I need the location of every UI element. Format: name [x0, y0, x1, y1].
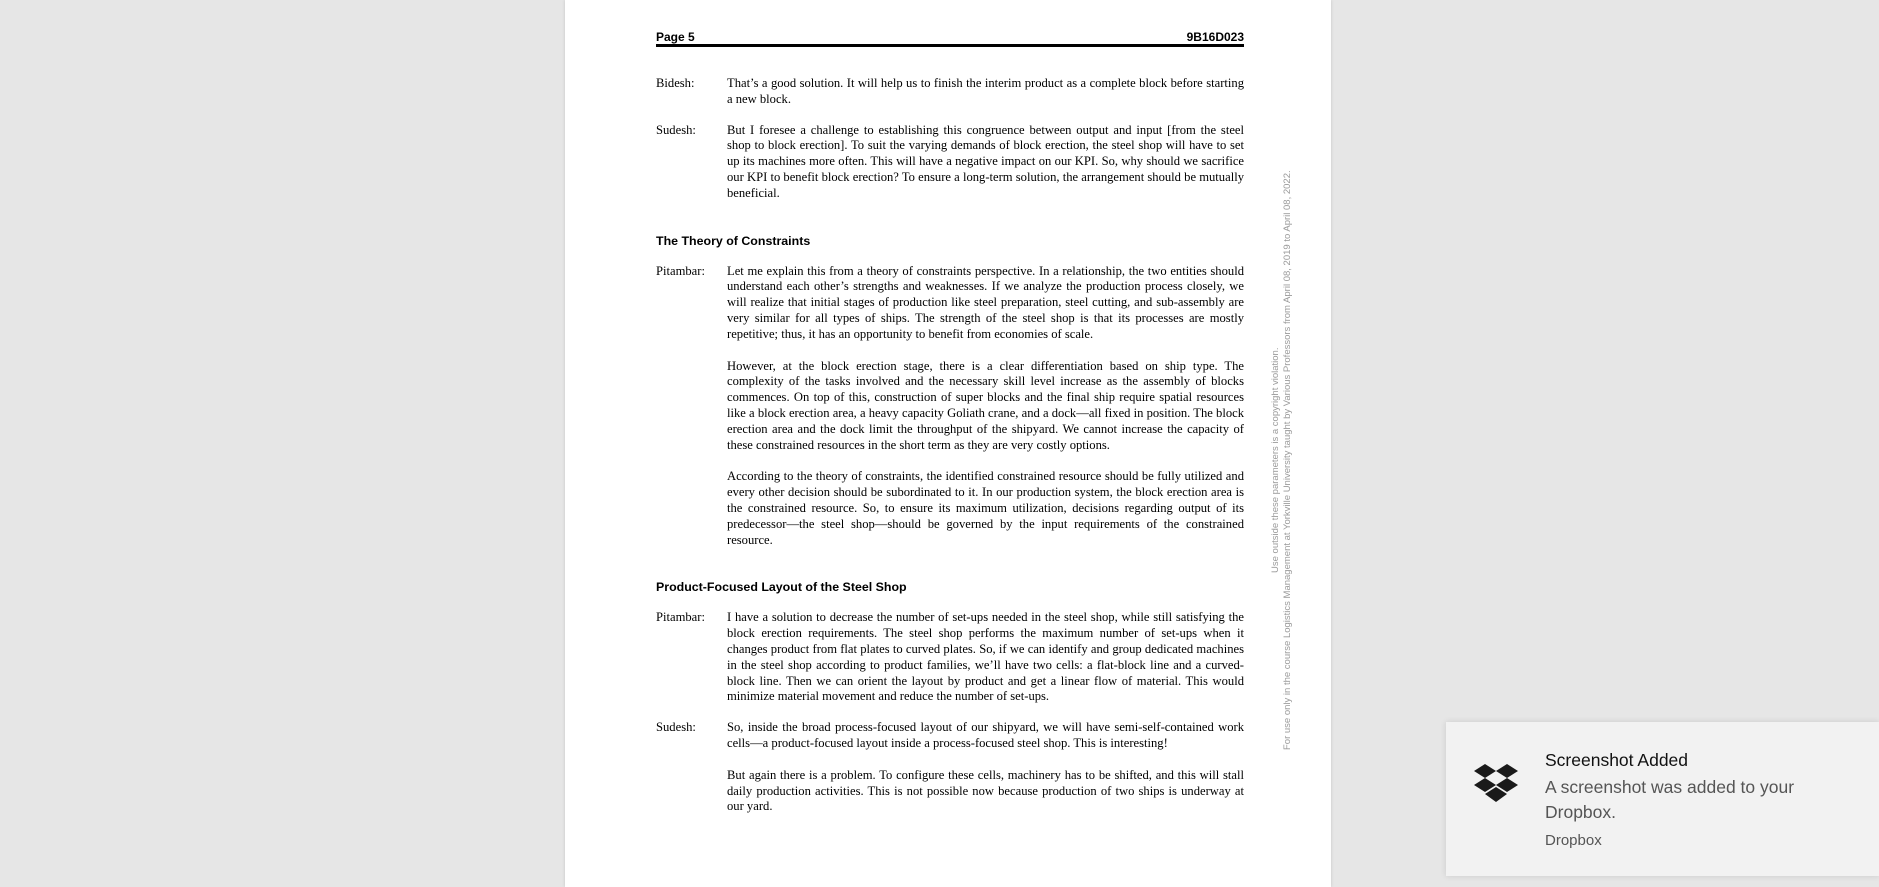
toast-source: Dropbox [1545, 832, 1602, 849]
document-page [565, 0, 1331, 887]
document-code: 9B16D023 [1186, 30, 1244, 44]
dialogue-paragraph: But again there is a problem. To configure these cells, machinery has to be shifted, and this will stall daily production activities. This is not possible now because production of two ships is underway at our yard. [727, 767, 1244, 814]
dialogue-paragraph: Let me explain this from a theory of constraints perspective. In a relationship, the two entities should understand each other’s strengths and weaknesses. If we analyze the production process closely, we will realize that initial stages of production like steel preparation, steel cutting, and sub-assembly are very similar for all types of ships. The strength of the steel shop is that its processes are mostly repetitive; thus, it has an opportunity to benefit from economies of scale. [727, 263, 1244, 341]
dialogue-block [656, 76, 1244, 108]
dialogue-block [656, 123, 1244, 202]
screenshot-notification-toast[interactable] [1446, 722, 1879, 876]
page-header [656, 30, 1244, 47]
dialogue-text: That’s a good solution. It will help us to finish the interim product as a complete block before starting a new block. [727, 76, 1244, 106]
page-number: Page 5 [656, 30, 695, 44]
dialogue-paragraph: According to the theory of constraints, the identified constrained resource should be fully utilized and every other decision should be subordinated to it. In our production system, the block erection area is the constrained resource. So, to ensure its maximum utilization, decisions regarding output of its predecessor—the steel shop—should be governed by the input requirements of the constrained resource. [727, 469, 1244, 547]
dialogue-text: I have a solution to decrease the number of set-ups needed in the steel shop, while still satisfying the block erection requirements. The steel shop performs the maximum number of set-ups when it changes product from flat plates to curved plates. So, if we can identify and group dedicated machines in the steel shop according to product families, we’ll have two cells: a flat-block line and a curved-block line. Then we can orient the layout by product and get a linear flow of material. This would minimize material movement and reduce the number of set-ups. [727, 610, 1244, 704]
section-heading: Product-Focused Layout of the Steel Shop [656, 580, 907, 595]
dialogue-block [656, 720, 1244, 815]
dialogue-paragraph: So, inside the broad process-focused layout of our shipyard, we will have semi-self-contained work cells—a product-focused layout inside a process-focused steel shop. This is interesting! [727, 720, 1244, 750]
dialogue-text: But I foresee a challenge to establishing this congruence between output and input [from the steel shop to block erection]. To suit the varying demands of block erection, the steel shop will have to set up its machines more often. This will have a negative impact on our KPI. So, why should we sacrifice our KPI to benefit block erection? To ensure a long-term solution, the arrangement should be mutually beneficial. [727, 122, 1244, 200]
speaker-name: Sudesh: [656, 720, 696, 735]
copyright-watermark [1268, 154, 1304, 766]
watermark-line-1: For use only in the course Logistics Management at Yorkville University taught by Various Professors from April 08, 2019 to April 08, 2022. [1282, 170, 1293, 750]
dialogue-block [656, 610, 1244, 705]
speaker-name: Bidesh: [656, 76, 695, 90]
section-heading: The Theory of Constraints [656, 233, 811, 248]
dialogue-block [656, 264, 1244, 549]
speaker-name: Pitambar: [656, 610, 705, 625]
dialogue-paragraph: However, at the block erection stage, there is a clear differentiation based on ship type. The complexity of the tasks involved and the necessary skill level increase as the assembly of blocks commences. On top of this, construction of super blocks and the final ship require spatial resources like a block erection area, a heavy capacity Goliath crane, and a dock—all fixed in position. The block erection area and the dock limit the throughput of the shipyard. We cannot increase the capacity of these constrained resources in the short term as they are very costly options. [727, 358, 1244, 452]
watermark-line-2: Use outside these parameters is a copyright violation. [1270, 347, 1281, 573]
toast-message: A screenshot was added to your Dropbox. [1545, 777, 1795, 822]
speaker-name: Sudesh: [656, 122, 696, 137]
speaker-name: Pitambar: [656, 263, 705, 278]
document-body [656, 76, 1244, 830]
dropbox-icon [1474, 762, 1518, 804]
toast-title: Screenshot Added [1545, 750, 1689, 770]
